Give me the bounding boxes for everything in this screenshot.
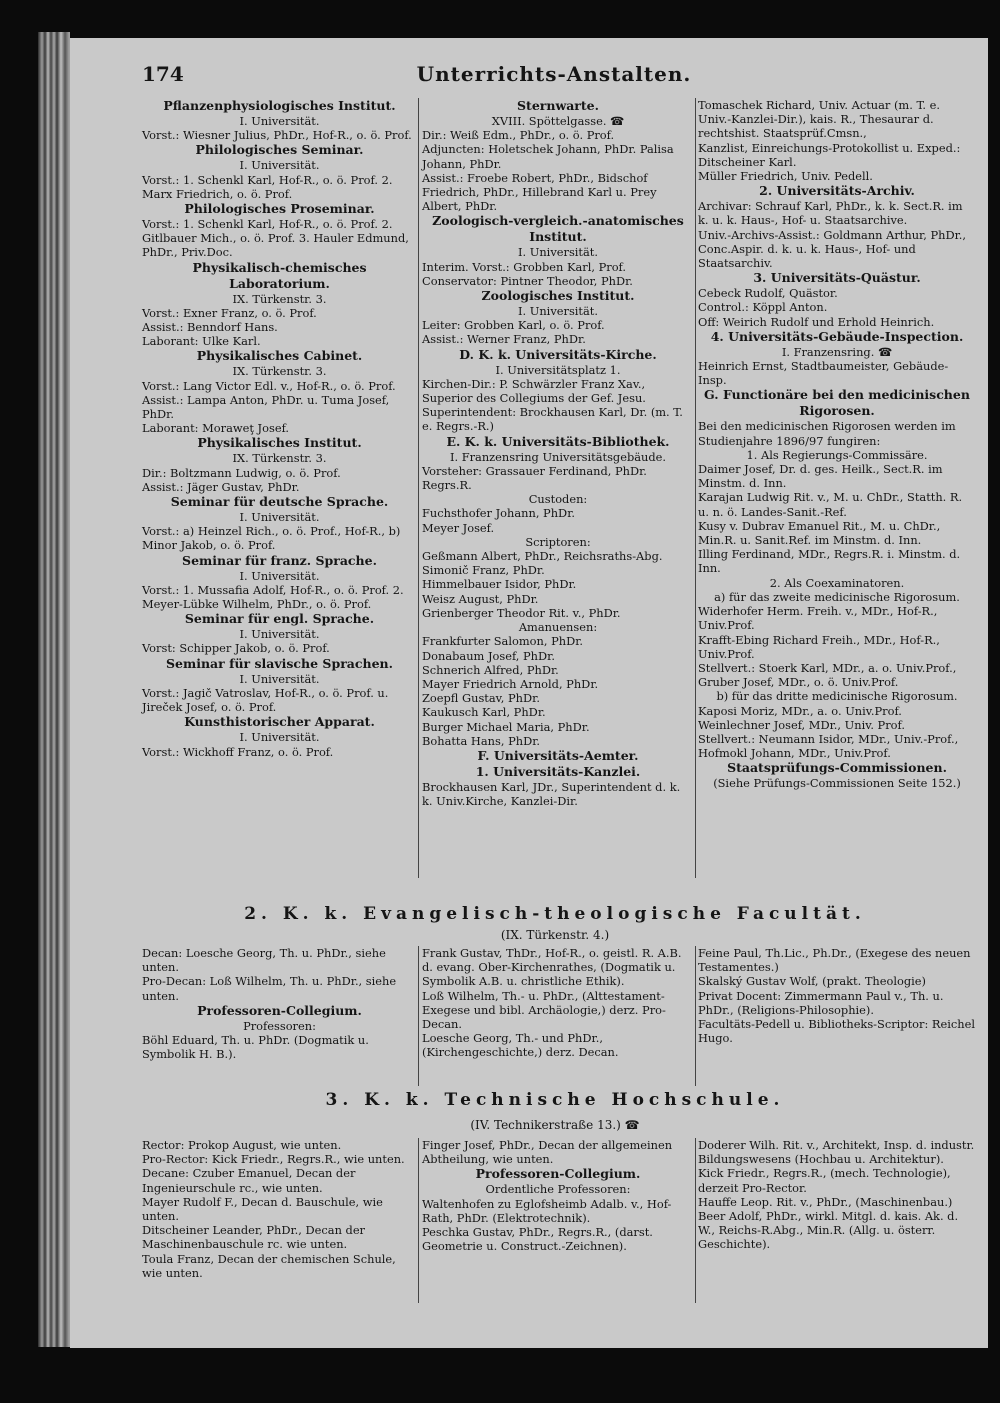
entry-line: Bohatta Hans, PhDr.	[422, 733, 541, 748]
entry-line: Assist.: Benndorf Hans.	[142, 320, 278, 335]
entry-line: b) für das dritte medicinische Rigorosum.	[716, 689, 958, 704]
column-1	[142, 98, 417, 759]
column-divider	[418, 946, 419, 1086]
entry-line: Loesche Georg, Th.- und PhDr., (Kirchengeschichte,) derz. Decan.	[422, 1031, 619, 1060]
entry-line: Brockhausen Karl, JDr., Superintendent d. k. k. Univ.Kirche, Kanzlei-Dir.	[422, 779, 681, 809]
entry-line: 1. Als Regierungs-Commissäre.	[746, 447, 928, 462]
entry-line: Superintendent: Brockhausen Karl, Dr. (m. T. e. Regrs.-R.)	[422, 405, 683, 434]
entry-line: Assist.: Werner Franz, PhDr.	[422, 332, 586, 347]
faculty-2-column-2	[422, 946, 694, 1060]
faculty-3-title: 3. K. k. Technische Hochschule.	[325, 1090, 785, 1110]
entry-line: Kick Friedr., Regrs.R., (mech. Technologie), derzeit Pro-Rector.	[698, 1166, 951, 1195]
entry-line: Illing Ferdinand, MDr., Regrs.R. i. Minstm. d. Inn.	[698, 547, 961, 576]
entry-line: Ordentliche Professoren:	[485, 1182, 631, 1197]
entry-line: Archivar: Schrauf Karl, PhDr., k. k. Sect.R. im k. u. k. Haus-, Hof- u. Staatsarchive.	[698, 199, 963, 228]
entry-line: Weisz August, PhDr.	[422, 591, 539, 606]
section-heading: Kunsthistorischer Apparat.	[184, 714, 375, 730]
entry-line: Vorst: Schipper Jakob, o. ö. Prof.	[142, 641, 330, 656]
faculty-3-address: (IV. Technikerstraße 13.) ☎	[470, 1118, 640, 1132]
entry-line: I. Universität.	[239, 158, 320, 173]
section-heading: E. K. k. Universitäts-Bibliothek.	[446, 433, 670, 449]
entry-line: Cebeck Rudolf, Quästor.	[698, 286, 838, 301]
faculty-2-address: (IX. Türkenstr. 4.)	[500, 928, 610, 942]
entry-line: Weinlechner Josef, MDr., Univ. Prof.	[698, 717, 905, 732]
entry-line: Ditscheiner Leander, PhDr., Decan der Maschinenbauschule rc. wie unten.	[142, 1223, 366, 1252]
entry-line: Interim. Vorst.: Grobben Karl, Prof.	[422, 259, 626, 274]
column-divider	[418, 1138, 419, 1303]
entry-line: Peschka Gustav, PhDr., Regrs.R., (darst. Geometrie u. Construct.-Zeichnen).	[422, 1225, 653, 1254]
section-heading: Seminar für deutsche Sprache.	[170, 494, 389, 510]
entry-line: Pro-Decan: Loß Wilhelm, Th. u. PhDr., siehe unten.	[142, 974, 397, 1003]
entry-line: Conservator: Pintner Theodor, PhDr.	[422, 273, 633, 288]
column-divider	[695, 946, 696, 1086]
entry-line: Vorst.: Wickhoff Franz, o. ö. Prof.	[142, 744, 334, 759]
column-2	[422, 98, 694, 808]
entry-line: Müller Friedrich, Univ. Pedell.	[698, 169, 873, 184]
book-page	[70, 38, 988, 1348]
section-heading: Physikalisches Institut.	[197, 435, 362, 451]
entry-line: Loß Wilhelm, Th.- u. PhDr., (Alttestament-Exegese und bibl. Archäologie,) derz. Pro-Decan.	[422, 988, 666, 1032]
section-heading: Staatsprüfungs-Commissionen.	[727, 760, 947, 776]
entry-line: Kaposi Moriz, MDr., a. o. Univ.Prof.	[698, 703, 902, 718]
entry-line: Pro-Rector: Kick Friedr., Regrs.R., wie unten.	[142, 1152, 405, 1167]
entry-line: Vorst.: 1. Mussafia Adolf, Hof-R., o. ö. Prof. 2. Meyer-Lübke Wilhelm, PhDr., o. ö. Prof.	[142, 582, 404, 612]
entry-line: I. Universitätsplatz 1.	[495, 362, 621, 377]
section-heading: 1. Universitäts-Kanzlei.	[475, 763, 641, 779]
entry-line: Kusy v. Dubrav Emanuel Rit., M. u. ChDr., Min.R. u. Sanit.Ref. im Minstm. d. Inn.	[698, 518, 941, 548]
entry-line: Dir.: Boltzmann Ludwig, o. ö. Prof.	[142, 465, 341, 480]
entry-line: 2. Als Coexaminatoren.	[769, 575, 905, 590]
entry-line: I. Universität.	[239, 671, 320, 686]
entry-line: Hauffe Leop. Rit. v., PhDr., (Maschinenbau.)	[698, 1194, 953, 1209]
entry-line: Vorst.: Wiesner Julius, PhDr., Hof-R., o. ö. Prof.	[142, 128, 412, 143]
section-heading: 4. Universitäts-Gebäude-Inspection.	[710, 328, 964, 344]
section-heading: 2. Universitäts-Archiv.	[759, 183, 915, 199]
entry-line: I. Universität.	[239, 114, 320, 128]
faculty-2-column-3	[698, 946, 976, 1045]
section-heading: Zoologisch-vergleich.-anatomisches Institut.	[432, 213, 684, 245]
entry-line: Beer Adolf, PhDr., wirkl. Mitgl. d. kais. Ak. d. W., Reichs-R.Abg., Min.R. (Allg. u. österr. Geschichte).	[698, 1209, 959, 1252]
entry-line: Waltenhofen zu Eglofsheimb Adalb. v., Hof-Rath, PhDr. (Elektrotechnik).	[422, 1196, 672, 1225]
entry-line: Control.: Köppl Anton.	[698, 300, 828, 315]
column-divider	[695, 1138, 696, 1303]
faculty-3-column-1	[142, 1138, 417, 1280]
section-heading: Philologisches Seminar.	[195, 142, 364, 158]
entry-line: Vorst.: Jagič Vatroslav, Hof-R., o. ö. Prof. u. Jireček Josef, o. ö. Prof.	[142, 685, 389, 715]
page-header	[142, 62, 966, 92]
entry-line: I. Universität.	[239, 568, 320, 583]
entry-line: XVIII. Spöttelgasse. ☎	[491, 114, 625, 128]
entry-line: Dir.: Weiß Edm., PhDr., o. ö. Prof.	[422, 128, 615, 143]
entry-line: Kaukusch Karl, PhDr.	[422, 705, 546, 720]
entry-line: Stellvert.: Neumann Isidor, MDr., Univ.-Prof., Hofmokl Johann, MDr., Univ.Prof.	[698, 731, 959, 761]
entry-line: Rector: Prokop August, wie unten.	[142, 1138, 342, 1152]
section-heading: F. Universitäts-Aemter.	[477, 747, 639, 763]
entry-line: Vorsteher: Grassauer Ferdinand, PhDr. Regrs.R.	[422, 463, 647, 493]
entry-line: Fuchsthofer Johann, PhDr.	[422, 506, 576, 521]
entry-line: Karajan Ludwig Rit. v., M. u. ChDr., Statth. R. u. n. ö. Landes-Sanit.-Ref.	[698, 490, 963, 519]
entry-line: Feine Paul, Th.Lic., Ph.Dr., (Exegese des neuen Testamentes.)	[698, 946, 971, 975]
section-heading: Pflanzenphysiologisches Institut.	[163, 98, 396, 113]
entry-line: Vorst.: 1. Schenkl Karl, Hof-R., o. ö. Prof. 2. Marx Friedrich, o. ö. Prof.	[142, 172, 393, 201]
section-heading: D. K. k. Universitäts-Kirche.	[459, 346, 657, 362]
entry-line: Heinrich Ernst, Stadtbaumeister, Gebäude-Insp.	[698, 359, 949, 388]
entry-line: Off: Weirich Rudolf und Erhold Heinrich.	[698, 314, 935, 329]
section-heading: Seminar für franz. Sprache.	[182, 552, 377, 568]
section-heading: Physikalisches Cabinet.	[196, 348, 363, 364]
section-heading: Seminar für engl. Sprache.	[184, 611, 375, 627]
section-heading: Professoren-Collegium.	[475, 1166, 641, 1182]
entry-line: Scriptoren:	[525, 534, 591, 549]
page-number: 174	[142, 62, 184, 86]
section-heading: Professoren-Collegium.	[197, 1002, 362, 1018]
entry-line: Grienberger Theodor Rit. v., PhDr.	[422, 605, 621, 620]
entry-line: Privat Docent: Zimmermann Paul v., Th. u. PhDr., (Religions-Philosophie).	[698, 988, 944, 1017]
column-3	[698, 98, 976, 791]
entry-line: Böhl Eduard, Th. u. PhDr. (Dogmatik u. Symbolik H. B.).	[142, 1033, 369, 1062]
entry-line: Schnerich Alfred, PhDr.	[422, 662, 559, 677]
column-divider	[418, 98, 419, 878]
entry-line: I. Franzensring Universitätsgebäude.	[449, 449, 667, 464]
entry-line: Univ.-Archivs-Assist.: Goldmann Arthur, PhDr., Conc.Aspir. d. k. u. k. Haus-, Hof- und Staatsarchiv.	[698, 227, 967, 271]
section-heading: G. Functionäre bei den medicinischen Rigorosen.	[704, 387, 970, 419]
entry-line: I. Universität.	[239, 730, 320, 745]
entry-line: Daimer Josef, Dr. d. ges. Heilk., Sect.R. im Minstm. d. Inn.	[698, 462, 943, 491]
entry-line: Assist.: Jäger Gustav, PhDr.	[142, 479, 300, 494]
entry-line: Laborant: Moraweţ Josef.	[142, 421, 289, 436]
book-binding-edge	[38, 32, 70, 1347]
entry-line: I. Universität.	[518, 245, 598, 260]
entry-line: Meyer Josef.	[422, 520, 495, 535]
entry-line: Assist.: Lampa Anton, PhDr. u. Tuma Josef, PhDr.	[142, 392, 390, 422]
entry-line: Stellvert.: Stoerk Karl, MDr., a. o. Univ.Prof., Gruber Josef, MDr., o. ö. Univ.Prof.	[698, 660, 957, 690]
column-divider	[695, 98, 696, 878]
entry-line: Toula Franz, Decan der chemischen Schule, wie unten.	[142, 1251, 396, 1280]
faculty-2-column-1	[142, 946, 417, 1061]
entry-line: Doderer Wilh. Rit. v., Architekt, Insp. d. industr. Bildungswesens (Hochbau u. Architektur).	[698, 1138, 975, 1167]
faculty-3-column-2	[422, 1138, 694, 1253]
running-head: Unterrichts-Anstalten.	[416, 62, 692, 86]
faculty-2-title: 2. K. k. Evangelisch-theologische Facultät.	[244, 904, 866, 924]
entry-line: Vorst.: 1. Schenkl Karl, Hof-R., o. ö. Prof. 2. Gitlbauer Mich., o. ö. Prof. 3. Hauler Edmund, PhDr., Priv.Doc.	[142, 217, 409, 260]
section-heading: Seminar für slavische Sprachen.	[166, 655, 393, 671]
entry-line: (Siehe Prüfungs-Commissionen Seite 152.)	[713, 776, 961, 791]
faculty-3-column-3	[698, 1138, 976, 1252]
entry-line: Frankfurter Salomon, PhDr.	[422, 634, 584, 649]
entry-line: Widerhofer Herm. Freih. v., MDr., Hof-R., Univ.Prof.	[698, 604, 938, 633]
entry-line: Skalský Gustav Wolf, (prakt. Theologie)	[698, 974, 926, 989]
section-heading: Physikalisch-chemisches Laboratorium.	[192, 259, 367, 291]
entry-line: Kirchen-Dir.: P. Schwärzler Franz Xav., Superior des Collegiums der Gef. Jesu.	[422, 376, 646, 406]
entry-line: Custoden:	[528, 492, 588, 507]
entry-line: Mayer Rudolf F., Decan d. Bauschule, wie unten.	[142, 1194, 383, 1224]
entry-line: Kanzlist, Einreichungs-Protokollist u. Exped.: Ditscheiner Karl.	[698, 140, 961, 169]
entry-line: I. Franzensring. ☎	[781, 344, 893, 359]
entry-line: Amanuensen:	[518, 620, 598, 635]
entry-line: IX. Türkenstr. 3.	[232, 364, 327, 379]
entry-line: IX. Türkenstr. 3.	[232, 451, 327, 466]
entry-line: Vorst.: a) Heinzel Rich., o. ö. Prof., Hof-R., b) Minor Jakob, o. ö. Prof.	[142, 524, 401, 553]
entry-line: Tomaschek Richard, Univ. Actuar (m. T. e. Univ.-Kanzlei-Dir.), kais. R., Thesaurar d. rechtshist. Staatsprüf.Cmsn.,	[698, 98, 940, 141]
entry-line: Professoren:	[243, 1018, 316, 1033]
entry-line: Assist.: Froebe Robert, PhDr., Bidschof Friedrich, PhDr., Hillebrand Karl u. Prey Albert, PhDr.	[422, 170, 657, 214]
entry-line: I. Universität.	[239, 510, 320, 525]
entry-line: I. Universität.	[239, 627, 320, 642]
entry-line: Himmelbauer Isidor, PhDr.	[422, 577, 577, 592]
section-heading: Zoologisches Institut.	[481, 288, 635, 304]
entry-line: Krafft-Ebing Richard Freih., MDr., Hof-R., Univ.Prof.	[698, 632, 940, 661]
entry-line: Bei den medicinischen Rigorosen werden im Studienjahre 1896/97 fungiren:	[698, 419, 956, 448]
entry-line: a) für das zweite medicinische Rigorosum.	[714, 589, 960, 604]
entry-line: Simonič Franz, PhDr.	[422, 563, 545, 578]
section-heading: Philologisches Proseminar.	[184, 201, 375, 217]
entry-line: I. Universität.	[518, 304, 598, 319]
entry-line: Burger Michael Maria, PhDr.	[422, 719, 590, 734]
section-heading: 3. Universitäts-Quästur.	[753, 270, 921, 286]
entry-line: Decan: Loesche Georg, Th. u. PhDr., siehe unten.	[142, 946, 386, 975]
entry-line: Leiter: Grobben Karl, o. ö. Prof.	[422, 318, 605, 333]
entry-line: Frank Gustav, ThDr., Hof-R., o. geistl. R. A.B. d. evang. Ober-Kirchenrathes, (Dogmatik u. Symbolik A.B. u. christliche Ethik).	[422, 946, 682, 989]
entry-line: Facultäts-Pedell u. Bibliotheks-Scriptor: Reichel Hugo.	[698, 1017, 975, 1046]
entry-line: Mayer Friedrich Arnold, PhDr.	[422, 676, 599, 691]
entry-line: Geßmann Albert, PhDr., Reichsraths-Abg.	[422, 549, 663, 564]
entry-line: Finger Josef, PhDr., Decan der allgemeinen Abtheilung, wie unten.	[422, 1138, 673, 1167]
entry-line: IX. Türkenstr. 3.	[232, 291, 327, 306]
entry-line: Laborant: Ulke Karl.	[142, 334, 261, 349]
entry-line: Zoepfl Gustav, PhDr.	[422, 691, 540, 706]
entry-line: Vorst.: Lang Victor Edl. v., Hof-R., o. ö. Prof.	[142, 378, 396, 393]
entry-line: Donabaum Josef, PhDr.	[422, 648, 555, 663]
entry-line: Vorst.: Exner Franz, o. ö. Prof.	[142, 305, 317, 320]
entry-line: Adjuncten: Holetschek Johann, PhDr. Palisa Johann, PhDr.	[422, 142, 674, 171]
section-heading: Sternwarte.	[517, 98, 599, 113]
entry-line: Decane: Czuber Emanuel, Decan der Ingenieurschule rc., wie unten.	[142, 1166, 356, 1195]
